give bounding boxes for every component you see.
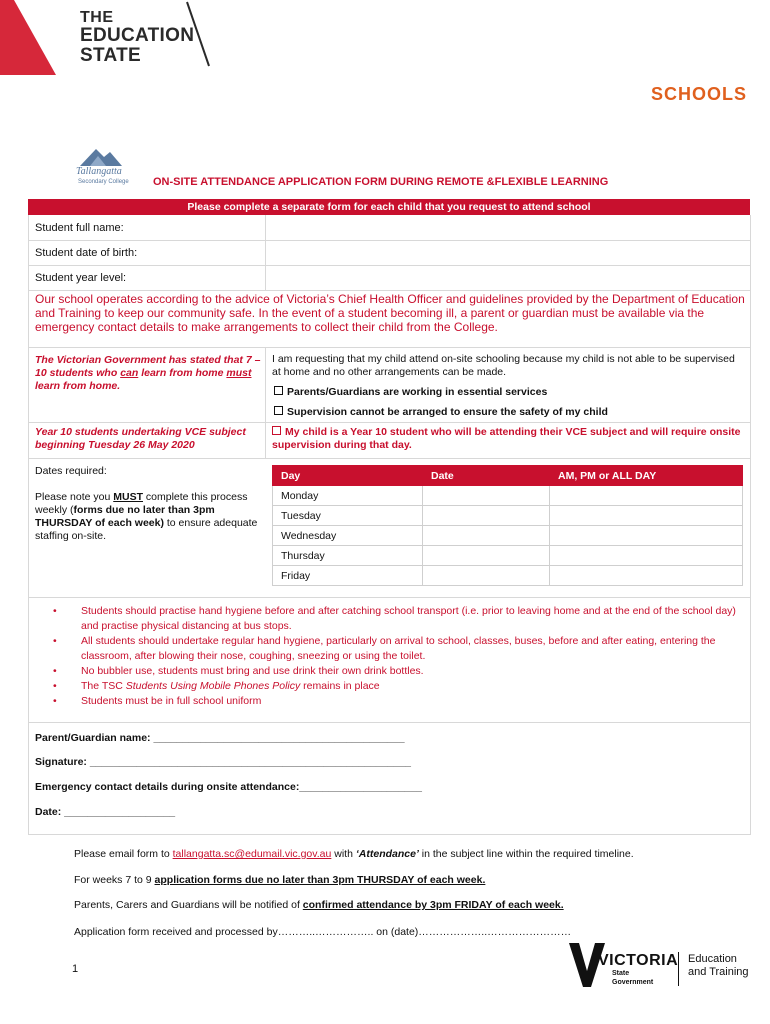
form-title: ON-SITE ATTENDANCE APPLICATION FORM DURING REMOTE &FLEXIBLE LEARNING: [153, 176, 609, 188]
day-cell: Monday: [273, 486, 423, 506]
school-logo-name: Tallangatta: [76, 166, 122, 177]
table-row: [273, 506, 743, 526]
section1-left-b: learn from home: [138, 367, 227, 379]
dates-note: [35, 491, 263, 543]
checkbox-supervision[interactable]: [274, 406, 283, 415]
bullet4-b: remains in place: [300, 680, 380, 692]
session-cell[interactable]: [550, 566, 743, 586]
field-dob-input[interactable]: [266, 241, 749, 264]
date-cell[interactable]: [423, 566, 550, 586]
notify-bold: confirmed attendance by 3pm FRIDAY of each week.: [302, 899, 564, 911]
weeks-instruction: [74, 874, 485, 886]
email-instruction: [74, 848, 634, 860]
col-session: AM, PM or ALL DAY: [550, 466, 743, 486]
victoria-government: Government: [612, 979, 654, 986]
bullet4-italic: Students Using Mobile Phones Policy: [125, 680, 301, 692]
instruction-banner: Please complete a separate form for each child that you request to attend school: [28, 199, 750, 215]
page-number: 1: [72, 963, 79, 975]
checkbox-year10-vce[interactable]: [272, 426, 281, 435]
dates-note-bold: forms due no later than 3pm THURSDAY of each week): [35, 504, 215, 529]
option-supervision-label: Supervision cannot be arranged to ensure the safety of my child: [287, 406, 608, 418]
session-cell[interactable]: [550, 526, 743, 546]
list-item: • No bubbler use, students must bring and use drink their own drink bottles.: [53, 664, 743, 679]
email-c: in the subject line within the required timeline.: [418, 848, 634, 860]
field-dob-label: Student date of birth:: [35, 247, 138, 259]
table-row: [273, 526, 743, 546]
logo-divider: [678, 952, 679, 986]
section1-left-c: learn from home.: [35, 380, 121, 392]
list-item: • Students must be in full school uniform: [53, 694, 743, 709]
school-logo-sub: Secondary College: [78, 179, 129, 185]
weeks-a: For weeks 7 to 9: [74, 874, 155, 886]
session-cell[interactable]: [550, 506, 743, 526]
schools-heading: SCHOOLS: [651, 84, 748, 104]
grid-v-sections: [265, 347, 266, 458]
grid-h7: [28, 597, 750, 598]
victoria-wordmark: VICTORIA: [598, 952, 679, 969]
date-cell[interactable]: [423, 546, 550, 566]
grid-bottom: [28, 834, 750, 835]
table-row: [273, 566, 743, 586]
section1-left-must: must: [226, 367, 252, 379]
attendance-days-table: [272, 465, 743, 586]
grid-h4: [28, 347, 750, 348]
hygiene-rules-list: [53, 604, 743, 709]
section2-left-note: Year 10 students undertaking VCE subject beginning Tuesday 26 May 2020: [35, 426, 246, 451]
email-b: with: [331, 848, 356, 860]
date-cell[interactable]: [423, 486, 550, 506]
signature-field[interactable]: Signature: _______________________________________________________: [35, 756, 412, 768]
option-essential-services[interactable]: [274, 386, 547, 398]
notify-instruction: [74, 899, 564, 911]
email-italic: ‘Attendance’: [355, 848, 419, 860]
session-cell[interactable]: [550, 486, 743, 506]
option-year10-vce-label: My child is a Year 10 student who will be attending their VCE subject and will require onsite supervision during that day.: [272, 426, 741, 451]
dept-line2: and Training: [688, 966, 749, 978]
grid-h8: [28, 722, 750, 723]
dates-note-must: MUST: [113, 491, 143, 503]
dates-note-c: to ensure adequate staffing on-site.: [35, 517, 258, 542]
weeks-bold: application forms due no later than 3pm THURSDAY of each week.: [154, 874, 486, 886]
email-a: Please email form to: [74, 848, 173, 860]
field-year-level-label: Student year level:: [35, 272, 127, 284]
date-cell[interactable]: [423, 506, 550, 526]
grid-h5: [28, 422, 750, 423]
dates-note-a: Please note you: [35, 491, 114, 503]
bullet4-a: The TSC: [81, 680, 126, 692]
education-state-logo: [80, 10, 194, 66]
checkbox-essential-services[interactable]: [274, 386, 283, 395]
date-field[interactable]: Date: ___________________: [35, 806, 176, 818]
table-row: [273, 486, 743, 506]
grid-h3: [28, 290, 750, 291]
day-cell: Thursday: [273, 546, 423, 566]
day-cell: Friday: [273, 566, 423, 586]
day-cell: Tuesday: [273, 506, 423, 526]
dates-required-label: Dates required:: [35, 465, 107, 477]
parent-name-field[interactable]: Parent/Guardian name: ___________________________________________: [35, 732, 405, 744]
table-row: [273, 546, 743, 566]
grid-left-border: [28, 215, 29, 835]
field-full-name-input[interactable]: [266, 216, 749, 239]
list-item: [53, 679, 743, 694]
notify-a: Parents, Carers and Guardians will be notified of: [74, 899, 303, 911]
brand-line1: THE: [80, 9, 114, 26]
option-supervision[interactable]: [274, 406, 608, 418]
section1-left-can: can: [120, 367, 139, 379]
tallangatta-mountain-icon: [78, 146, 124, 166]
victoria-state: State: [612, 970, 630, 977]
section1-left-a: The Victorian Government has stated that 7 – 10 students who: [35, 354, 261, 379]
option-year10-vce[interactable]: [272, 426, 742, 452]
table-header-row: [273, 466, 743, 486]
emergency-contact-field[interactable]: Emergency contact details during onsite attendance:_____________________: [35, 781, 422, 793]
list-item: • Students should practise hand hygiene before and after catching school transport (i.e. prior to leaving home and at the end of the school day) and practise physical distancing at bus stops.: [53, 604, 743, 634]
session-cell[interactable]: [550, 546, 743, 566]
section1-left-note: [35, 354, 263, 393]
brand-line2: EDUCATION: [80, 25, 195, 46]
dept-line1: Education: [688, 953, 737, 965]
field-year-level-input[interactable]: [266, 266, 749, 289]
office-use-line: Application form received and processed by………..…………….. on (date)………………..……………………: [74, 926, 572, 938]
grid-right-border: [750, 215, 751, 835]
grid-h6: [28, 458, 750, 459]
list-item: • All students should undertake regular hand hygiene, particularly on arrival to school, classes, buses, before and after eating, entering the classroom, after blowing their nose, coughing, sneezing or using the toilet.: [53, 634, 743, 664]
header-red-chevron: [0, 0, 80, 75]
brand-line3: STATE: [80, 45, 141, 66]
dates-note-b: complete this process weekly (: [35, 491, 248, 516]
section1-request-text: I am requesting that my child attend on-site schooling because my child is not able to be supervised at home and no other arrangements can be made.: [272, 353, 735, 378]
day-cell: Wednesday: [273, 526, 423, 546]
email-link[interactable]: tallangatta.sc@edumail.vic.gov.au: [172, 848, 332, 860]
col-day: Day: [273, 466, 423, 486]
col-date: Date: [423, 466, 550, 486]
option-essential-services-label: Parents/Guardians are working in essential services: [287, 386, 548, 398]
intro-paragraph: Our school operates according to the advice of Victoria’s Chief Health Officer and guidelines provided by the Department of Education and Training to keep our community safe. In the event of a student becoming ill, a parent or guardian must be available via the emergency contact details to make arrangements to collect their child from the College.: [35, 292, 745, 334]
field-full-name-label: Student full name:: [35, 222, 124, 234]
date-cell[interactable]: [423, 526, 550, 546]
